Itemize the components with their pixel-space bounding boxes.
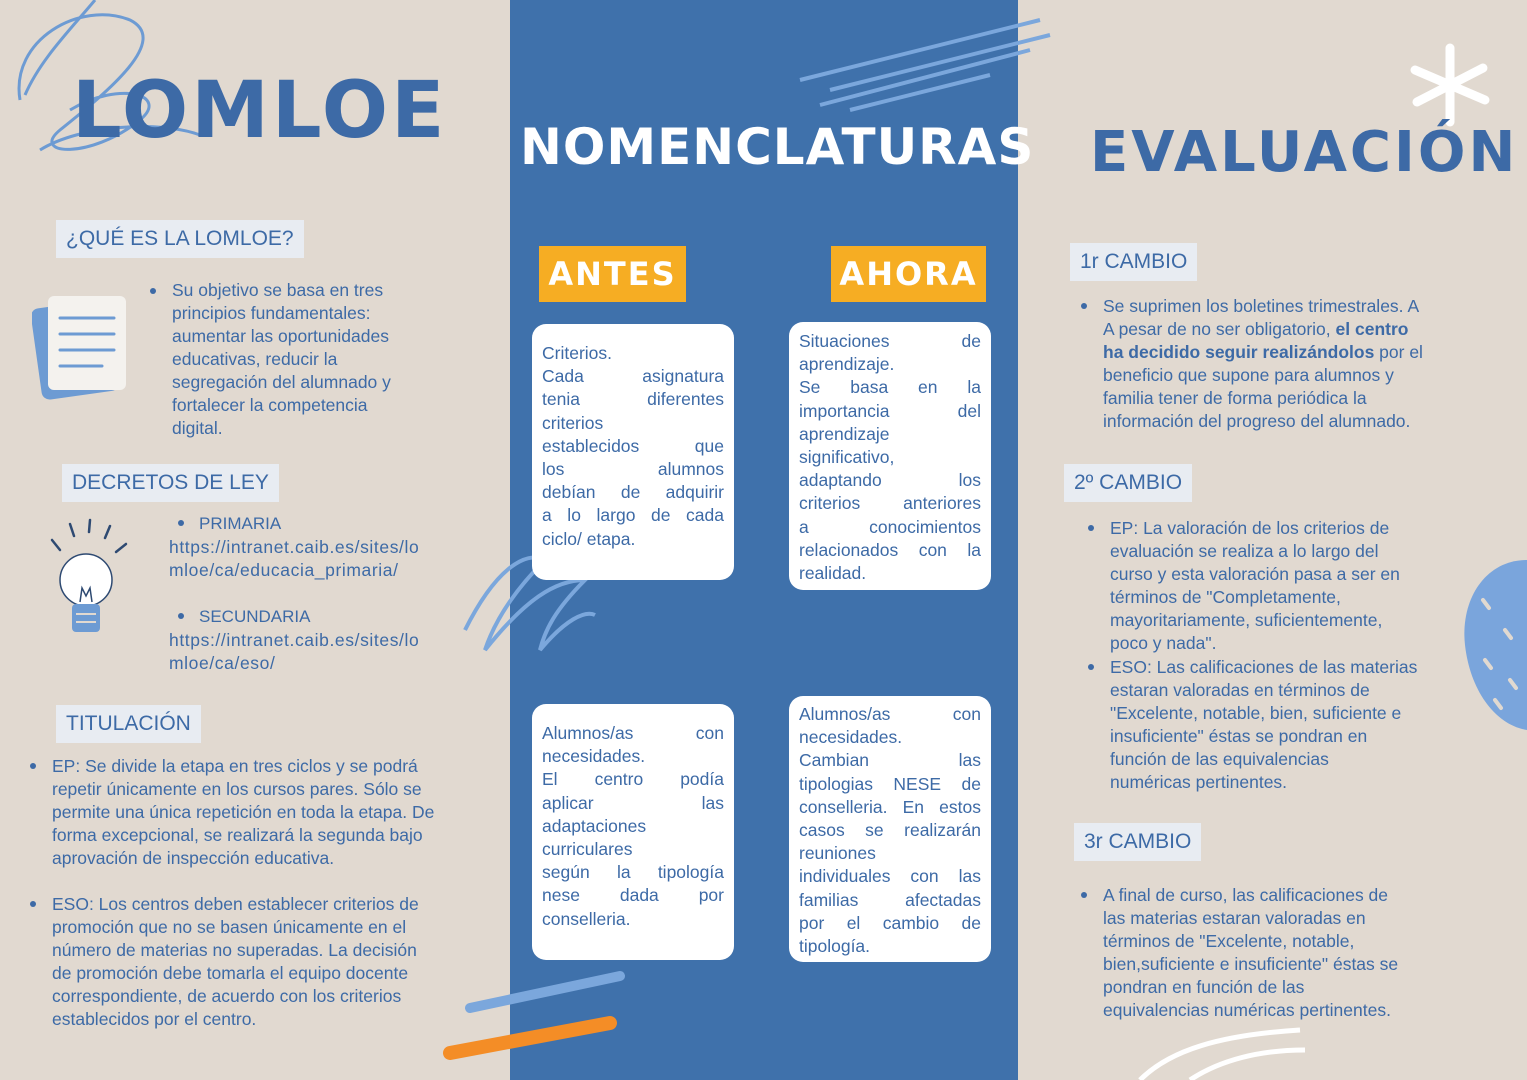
bullet — [150, 288, 156, 294]
card-ahora-necesidades: Alumnos/as con necesidades. Cambian las tipologias NESE de conselleria. En estos casos se realizarán reuniones individuales con las familias afectadas por el cambio de tipología. — [789, 696, 991, 962]
lomloe-title: LOMLOE — [72, 66, 448, 156]
primaria-link[interactable]: https://intranet.caib.es/sites/lo mloe/ca/educacia_primaria/ — [169, 537, 420, 580]
nomenclaturas-title: NOMENCLATURAS — [520, 118, 1035, 176]
cambio2-eso-text: ESO: Las calificaciones de las materias estaran valoradas en términos de "Excelente, notable, bien, suficiente e insuficiente" éstas se pondran en función de las equivalencias numéricas pertinentes. — [1110, 657, 1418, 792]
titulacion-label: TITULACIÓN — [56, 705, 201, 743]
cambio2-label: 2º CAMBIO — [1064, 464, 1192, 502]
card-antes-necesidades: Alumnos/as con necesidades. El centro podía aplicar las adaptaciones curriculares según la tipología nese dada por conselleria. — [532, 704, 734, 960]
card-ahora-situaciones: Situaciones de aprendizaje. Se basa en la importancia del aprendizaje significativo, adaptando los criterios anteriores a conocimientos relacionados con la realidad. — [789, 322, 991, 590]
que-es-text: Su objetivo se basa en tres principios fundamentales: aumentar las oportunidades educativas, reducir la segregación del alumnado y fortalecer la competencia digital. — [172, 280, 391, 438]
cambio1-text: Se suprimen los boletines trimestrales. A A pesar de no ser obligatorio, el centro ha decidido seguir realizándolos por el beneficio que supone para alumnos y familia tener de forma periódica la información del progreso del alumnado. — [1103, 296, 1423, 431]
cambio1-label: 1r CAMBIO — [1070, 243, 1197, 281]
bullet — [1088, 525, 1094, 531]
que-es-label: ¿QUÉ ES LA LOMLOE? — [56, 220, 304, 258]
card-antes-criterios: Criterios. Cada asignatura tenia diferentes criterios establecidos que los alumnos debían de adquirir a lo largo de cada ciclo/ etapa. — [532, 324, 734, 580]
cambio3-label: 3r CAMBIO — [1074, 823, 1201, 861]
secundaria-link[interactable]: https://intranet.caib.es/sites/lo mloe/ca/eso/ — [169, 630, 420, 673]
bullet — [1088, 664, 1094, 670]
decretos-label: DECRETOS DE LEY — [62, 464, 279, 502]
cambio2-ep-text: EP: La valoración de los criterios de evaluación se realiza a lo largo del curso y esta valoración pasa a ser en términos de "Completamente, mayoritariamente, suficientemente, poco y nada". — [1110, 518, 1400, 653]
antes-tag: ANTES — [539, 246, 686, 302]
ahora-tag: AHORA — [831, 246, 986, 302]
bullet — [1081, 303, 1087, 309]
titulacion-ep-text: EP: Se divide la etapa en tres ciclos y se podrá repetir únicamente en los cursos pares. Sólo se permite una única repetición en toda la etapa. De forma excepcional, se realizará la segunda bajo aprovación de inspección educativa. — [52, 756, 435, 868]
secundaria-label: SECUNDARIA — [199, 607, 311, 626]
bullet — [178, 613, 184, 619]
bullet — [178, 520, 184, 526]
primaria-label: PRIMARIA — [199, 514, 282, 533]
bullet — [30, 763, 36, 769]
bullet — [30, 901, 36, 907]
cambio3-text: A final de curso, las calificaciones de las materias estaran valoradas en términos de "Excelente, notable, bien,suficiente e insuficiente" éstas se pondran en función de las equivalencias numéricas pertinentes. — [1103, 885, 1399, 1020]
evaluacion-title: EVALUACIÓN — [1090, 120, 1519, 185]
titulacion-eso-text: ESO: Los centros deben establecer criterios de promoción que no se basen únicamente en el número de materias no superadas. La decisión de promoción debe tomarla el equipo docente correspondiente, de acuerdo con los criterios establecidos por el centro. — [52, 894, 419, 1029]
bullet — [1081, 892, 1087, 898]
